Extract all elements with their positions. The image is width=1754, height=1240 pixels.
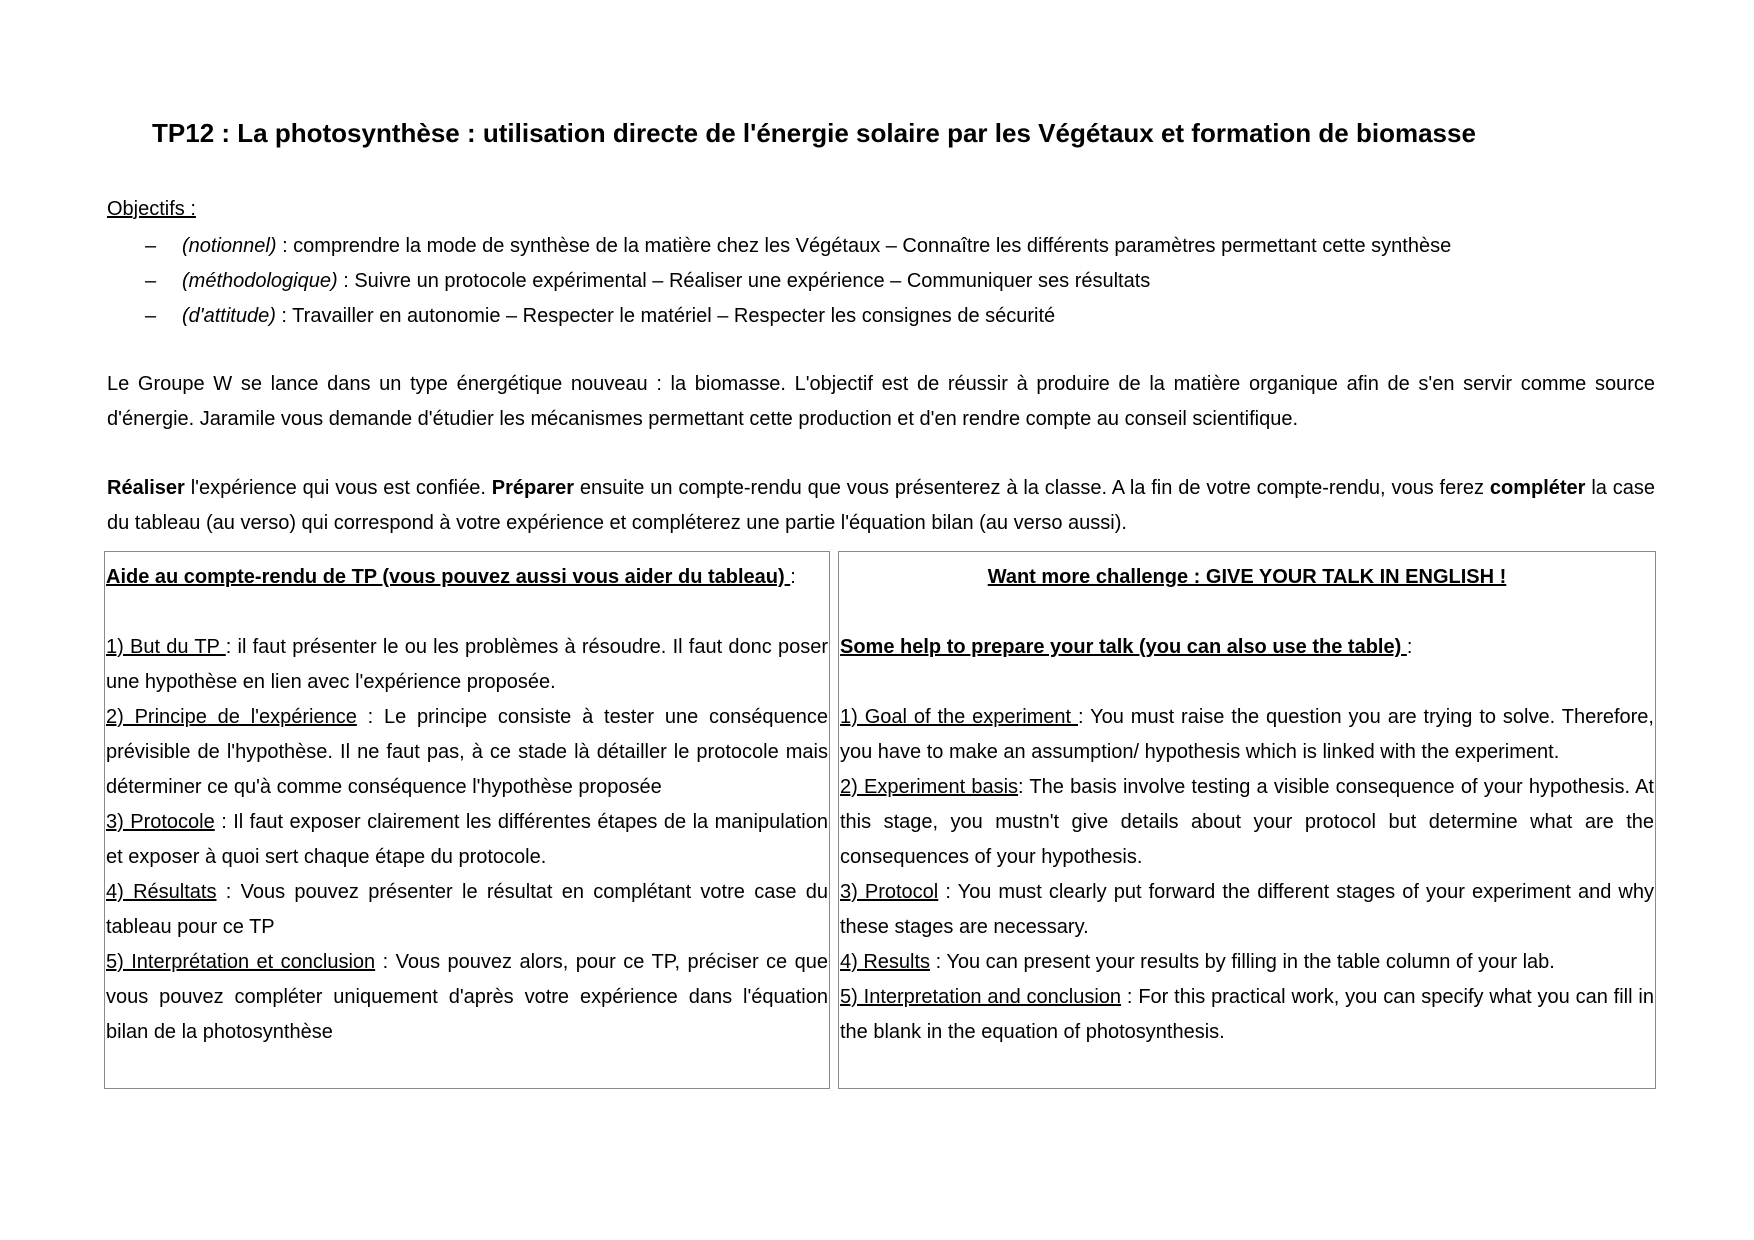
- help-en-item-text: : You must raise the question you are trying to solve. Therefore, you have to make an assumption/ hypothesis which is linked with the experiment.: [840, 706, 1654, 763]
- help-en-item: [840, 945, 1654, 980]
- objective-text: : comprendre la mode de synthèse de la matière chez les Végétaux – Connaître les différents paramètres permettant cette synthèse: [276, 235, 1452, 257]
- instructions-text: l'expérience qui vous est confiée.: [184, 477, 492, 499]
- keyword-realiser: Réaliser: [107, 477, 185, 499]
- instructions-paragraph: [107, 471, 1655, 541]
- objectives-list: [107, 229, 1667, 334]
- help-en-item: [840, 700, 1654, 770]
- help-fr-item-text: : Le principe consiste à tester une conséquence prévisible de l'hypothèse. Il ne faut pas, à ce stade là détailler le protocole mais déterminer ce qu'à comme conséquence l'hypothèse proposée: [106, 706, 828, 798]
- help-fr-item-text: : il faut présenter le ou les problèmes à résoudre. Il faut donc poser une hypothèse en lien avec l'expérience proposée.: [106, 636, 828, 693]
- help-en-item-label: 5) Interpretation and conclusion: [840, 986, 1122, 1008]
- help-en-item-label: 1) Goal of the experiment: [840, 706, 1079, 728]
- objective-type: (d'attitude): [182, 305, 276, 327]
- instructions-text: la case du tableau (au verso) qui correspond à votre expérience et compléterez une partie l'équation bilan (au verso aussi).: [107, 477, 1655, 534]
- help-box-english: [838, 551, 1656, 1089]
- help-en-item-text: : The basis involve testing a visible consequence of your hypothesis. At this stage, you mustn't give details about your protocol but determine what are the consequences of your hypothesis.: [840, 776, 1654, 868]
- objective-text: : Travailler en autonomie – Respecter le matériel – Respecter les consignes de sécurité: [275, 305, 1056, 327]
- list-dash: –: [145, 305, 157, 327]
- help-fr-item-text: : Il faut exposer clairement les différentes étapes de la manipulation et exposer à quoi sert chaque étape du protocole.: [106, 811, 829, 868]
- help-fr-item: [106, 945, 828, 1050]
- help-en-item: [840, 770, 1654, 875]
- help-en-item-text: : For this practical work, you can specify what you can fill in the blank in the equation of photosynthesis.: [840, 986, 1654, 1043]
- help-fr-heading: Aide au compte-rendu de TP (vous pouvez aussi vous aider du tableau): [106, 566, 791, 588]
- objective-item: [107, 264, 1667, 299]
- help-fr-item-label: 3) Protocole: [106, 811, 215, 833]
- help-fr-item: [106, 700, 828, 805]
- objective-item: [107, 299, 1667, 334]
- help-fr-item-text: : Vous pouvez alors, pour ce TP, préciser ce que vous pouvez compléter uniquement d'après votre expérience dans l'équation bilan de la photosynthèse: [106, 951, 828, 1043]
- help-en-title: Want more challenge : GIVE YOUR TALK IN ENGLISH !: [987, 566, 1507, 588]
- help-en-item-text: : You can present your results by filling in the table column of your lab.: [930, 951, 1555, 973]
- help-fr-item-label: 4) Résultats: [106, 881, 217, 903]
- help-box-french: [104, 551, 830, 1089]
- heading-colon: :: [790, 566, 796, 588]
- help-fr-item-label: 5) Interprétation et conclusion: [106, 951, 376, 973]
- help-fr-item: [106, 875, 828, 945]
- help-en-item-label: 3) Protocol: [840, 881, 939, 903]
- help-fr-item-label: 2) Principe de l'expérience: [106, 706, 357, 728]
- page-title: TP12 : La photosynthèse : utilisation directe de l'énergie solaire par les Végétaux et formation de biomasse: [152, 118, 1476, 148]
- help-en-item-label: 2) Experiment basis: [840, 776, 1019, 798]
- help-en-item-text: : You must clearly put forward the different stages of your experiment and why these stages are necessary.: [840, 881, 1654, 938]
- help-en-item: [840, 980, 1654, 1050]
- help-fr-item-label: 1) But du TP: [106, 636, 226, 658]
- help-en-title-line: [840, 560, 1654, 595]
- instructions-text: ensuite un compte-rendu que vous présenterez à la classe. A la fin de votre compte-rendu, vous ferez: [574, 477, 1490, 499]
- keyword-completer: compléter: [1489, 477, 1586, 499]
- list-dash: –: [145, 235, 157, 257]
- help-en-heading: Some help to prepare your talk (you can also use the table): [840, 636, 1407, 658]
- help-fr-heading-line: [106, 560, 828, 595]
- help-fr-item: [106, 630, 828, 700]
- intro-paragraph: Le Groupe W se lance dans un type énergétique nouveau : la biomasse. L'objectif est de réussir à produire de la matière organique afin de s'en servir comme source d'énergie. Jaramile vous demande d'étudier les mécanismes permettant cette production et d'en rendre compte au conseil scientifique.: [107, 373, 1655, 430]
- objective-item: [107, 229, 1667, 264]
- list-dash: –: [145, 270, 157, 292]
- help-fr-item: [106, 805, 828, 875]
- objectives-heading: Objectifs :: [107, 198, 196, 220]
- keyword-preparer: Préparer: [491, 477, 575, 499]
- help-en-item-label: 4) Results: [840, 951, 931, 973]
- heading-colon: :: [1406, 636, 1413, 658]
- help-fr-item-text: : Vous pouvez présenter le résultat en complétant votre case du tableau pour ce TP: [106, 881, 828, 938]
- help-en-heading-line: [840, 630, 1654, 665]
- objective-type: (notionnel): [182, 235, 277, 257]
- objective-text: : Suivre un protocole expérimental – Réaliser une expérience – Communiquer ses résultats: [337, 270, 1151, 292]
- objective-type: (méthodologique): [182, 270, 338, 292]
- help-en-item: [840, 875, 1654, 945]
